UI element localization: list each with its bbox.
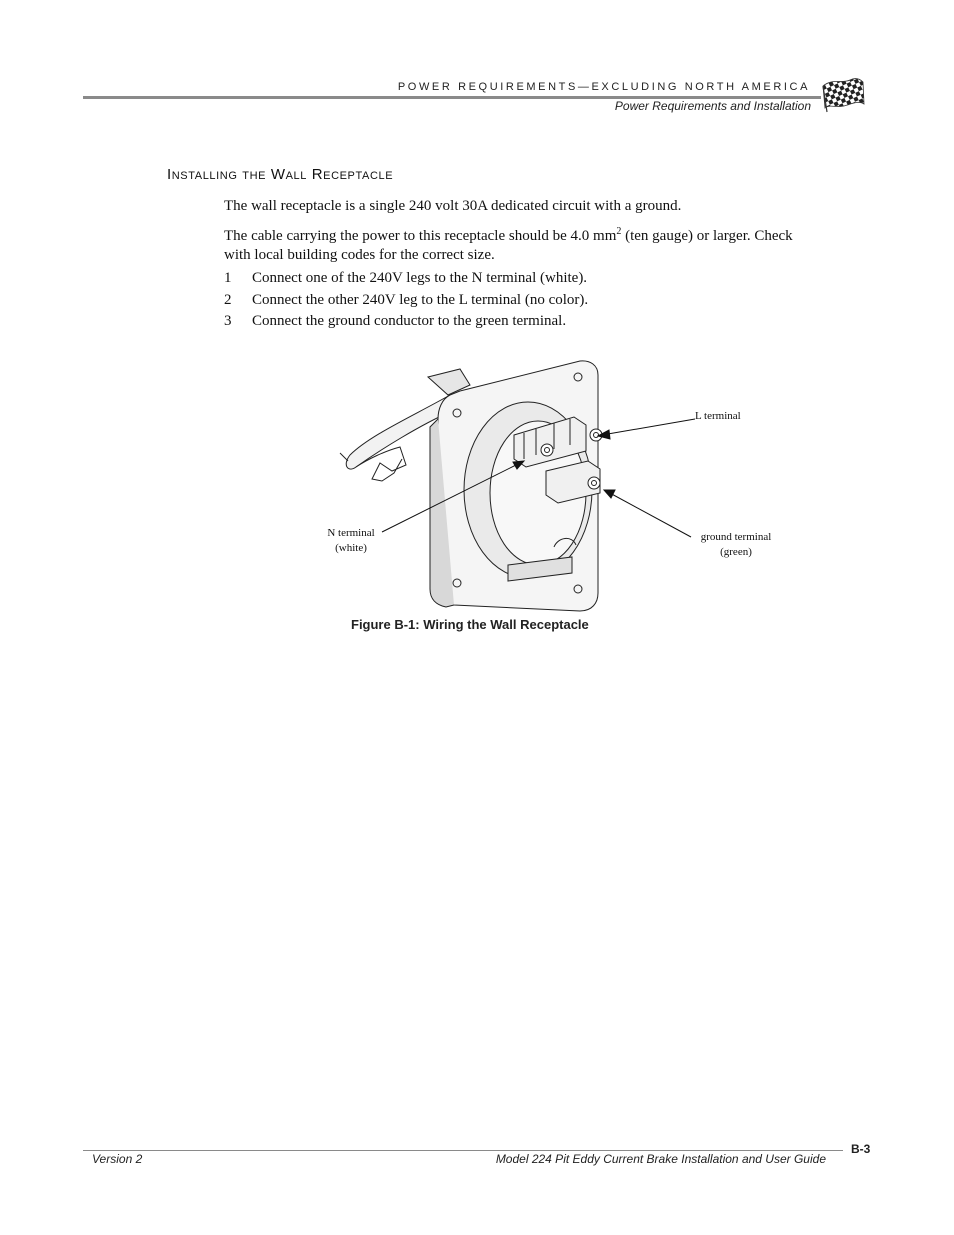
n-terminal-label <box>316 526 386 556</box>
figure-caption: Figure B-1: Wiring the Wall Receptacle <box>351 617 589 632</box>
superscript: 2 <box>616 226 622 237</box>
footer-document-title: Model 224 Pit Eddy Current Brake Installation and User Guide <box>495 1152 826 1166</box>
step-number: 3 <box>224 313 232 329</box>
paragraph-text: (ten gauge) or larger. Check with local building codes for the correct size. <box>224 228 793 263</box>
section-title: Installing the Wall Receptacle <box>167 166 394 183</box>
step-text: Connect the ground conductor to the green terminal. <box>252 313 567 329</box>
step-text: Connect one of the 240V legs to the N terminal (white). <box>252 270 588 286</box>
step-number: 2 <box>224 291 232 308</box>
wall-receptacle-illustration <box>310 355 790 615</box>
l-terminal-label: L terminal <box>695 410 741 422</box>
footer-rule <box>83 1150 843 1151</box>
ground-terminal-label-line2: (green) <box>720 546 752 558</box>
n-terminal-label-line1: N terminal <box>327 527 375 539</box>
ground-terminal-label <box>686 530 786 560</box>
footer-version: Version 2 <box>92 1152 143 1166</box>
running-header-title: POWER REQUIREMENTS—EXCLUDING NORTH AMERICA <box>397 81 810 93</box>
body-paragraph <box>224 222 804 265</box>
ground-terminal-label-line1: ground terminal <box>700 531 772 543</box>
paragraph-text: The cable carrying the power to this receptacle should be 4.0 mm <box>224 228 617 244</box>
running-header-subtitle: Power Requirements and Installation <box>614 99 811 113</box>
body-paragraph: The wall receptacle is a single 240 volt 30A dedicated circuit with a ground. <box>224 198 682 214</box>
n-terminal-label-line2: (white) <box>335 542 367 554</box>
step-text: Connect the other 240V leg to the L terminal (no color). <box>252 291 589 308</box>
step-number: 1 <box>224 270 232 286</box>
checkered-flag-icon <box>820 74 866 114</box>
page-number: B-3 <box>851 1142 871 1156</box>
